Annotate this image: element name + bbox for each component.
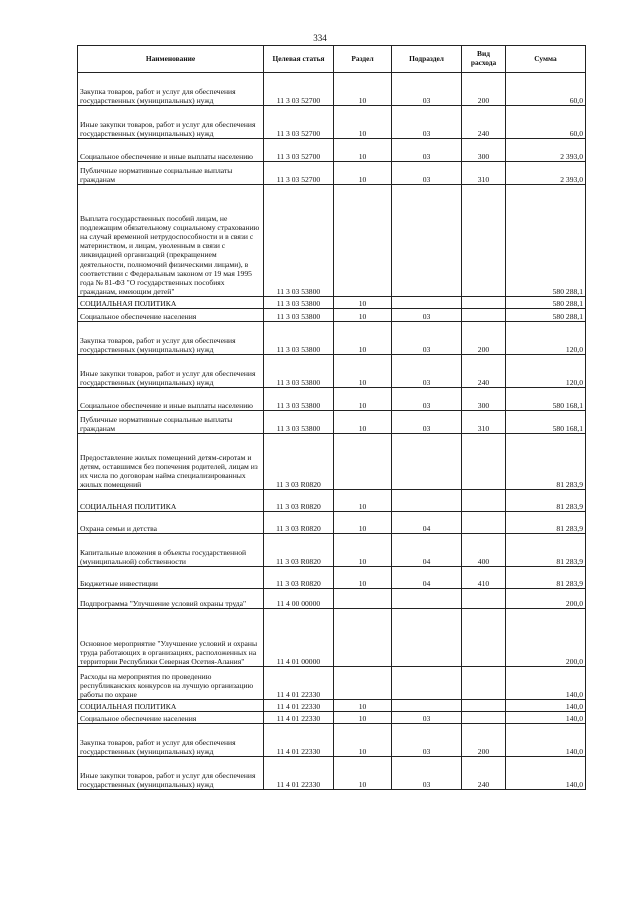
table-row: [78, 609, 586, 667]
cell-name: Публичные нормативные социальные выплаты гражданам: [78, 411, 264, 434]
cell-subsection: [392, 434, 462, 490]
table-row: [78, 512, 586, 534]
cell-expense-type: 240: [462, 757, 506, 790]
table-row: [78, 388, 586, 411]
cell-sum: 2 393,0: [506, 162, 586, 185]
cell-sum: 140,0: [506, 724, 586, 757]
cell-sum: 140,0: [506, 667, 586, 700]
cell-subsection: [392, 490, 462, 512]
cell-section: 10: [334, 724, 392, 757]
header-section: Раздел: [334, 46, 392, 73]
cell-subsection: 04: [392, 512, 462, 534]
cell-expense-type: 310: [462, 162, 506, 185]
cell-subsection: 04: [392, 567, 462, 589]
cell-sum: 580 288,1: [506, 297, 586, 309]
cell-target-article: 11 3 03 52700: [264, 106, 334, 139]
cell-sum: 580 288,1: [506, 309, 586, 322]
cell-expense-type: [462, 297, 506, 309]
cell-target-article: 11 3 03 53800: [264, 388, 334, 411]
cell-name: Иные закупки товаров, работ и услуг для обеспечения государственных (муниципальных) нужд: [78, 106, 264, 139]
cell-name: Охрана семьи и детства: [78, 512, 264, 534]
cell-section: 10: [334, 297, 392, 309]
table-row: [78, 567, 586, 589]
cell-expense-type: 300: [462, 139, 506, 162]
cell-name: Публичные нормативные социальные выплаты гражданам: [78, 162, 264, 185]
cell-expense-type: 240: [462, 355, 506, 388]
cell-expense-type: 240: [462, 106, 506, 139]
cell-expense-type: 310: [462, 411, 506, 434]
cell-sum: 580 168,1: [506, 388, 586, 411]
cell-expense-type: [462, 667, 506, 700]
cell-sum: 200,0: [506, 609, 586, 667]
cell-section: 10: [334, 322, 392, 355]
cell-subsection: [392, 667, 462, 700]
table-row: [78, 757, 586, 790]
cell-target-article: 11 3 03 52700: [264, 139, 334, 162]
cell-target-article: 11 3 03 R0820: [264, 512, 334, 534]
table-row: [78, 667, 586, 700]
header-expense-type: Вид расхода: [462, 46, 506, 73]
cell-target-article: 11 3 03 R0820: [264, 490, 334, 512]
header-name: Наименование: [78, 46, 264, 73]
cell-section: 10: [334, 162, 392, 185]
cell-name: Закупка товаров, работ и услуг для обеспечения государственных (муниципальных) нужд: [78, 322, 264, 355]
cell-target-article: 11 4 01 22330: [264, 712, 334, 724]
budget-table: [77, 45, 586, 790]
cell-section: 10: [334, 139, 392, 162]
cell-subsection: 03: [392, 73, 462, 106]
table-row: [78, 724, 586, 757]
cell-target-article: 11 3 03 53800: [264, 322, 334, 355]
table-header-row: [78, 46, 586, 73]
cell-subsection: 03: [392, 106, 462, 139]
table-row: [78, 712, 586, 724]
cell-name: Капитальные вложения в объекты государственной (муниципальной) собственности: [78, 534, 264, 567]
cell-target-article: 11 3 03 53800: [264, 185, 334, 297]
cell-name: СОЦИАЛЬНАЯ ПОЛИТИКА: [78, 490, 264, 512]
cell-section: 10: [334, 73, 392, 106]
cell-sum: 140,0: [506, 700, 586, 712]
cell-name: Социальное обеспечение населения: [78, 712, 264, 724]
header-sum: Сумма: [506, 46, 586, 73]
cell-subsection: 03: [392, 309, 462, 322]
cell-subsection: [392, 700, 462, 712]
cell-sum: 580 288,1: [506, 185, 586, 297]
cell-name: Социальное обеспечение и иные выплаты населению: [78, 388, 264, 411]
cell-sum: 81 283,9: [506, 567, 586, 589]
cell-target-article: 11 4 01 22330: [264, 667, 334, 700]
cell-section: 10: [334, 411, 392, 434]
cell-sum: 140,0: [506, 712, 586, 724]
cell-target-article: 11 4 01 22330: [264, 724, 334, 757]
cell-section: [334, 589, 392, 609]
page-number: 334: [313, 33, 327, 43]
cell-sum: 120,0: [506, 322, 586, 355]
cell-target-article: 11 3 03 R0820: [264, 534, 334, 567]
cell-name: Выплата государственных пособий лицам, не подлежащим обязательному социальному страхованию на случай временной нетрудоспособности и в связи с материнством, и лицам, уволенным в связи с ликвидацией организаций (прекращением деятельности, полномочий физическими лицами), в соответствии с Федеральным законом от 19 мая 1995 года № 81-ФЗ "О государственных пособиях гражданам, имеющим детей": [78, 185, 264, 297]
cell-target-article: 11 3 03 53800: [264, 297, 334, 309]
cell-expense-type: 410: [462, 567, 506, 589]
table-row: [78, 589, 586, 609]
header-subsection: Подраздел: [392, 46, 462, 73]
cell-expense-type: 300: [462, 388, 506, 411]
table-row: [78, 297, 586, 309]
cell-section: 10: [334, 534, 392, 567]
cell-expense-type: 200: [462, 73, 506, 106]
cell-name: СОЦИАЛЬНАЯ ПОЛИТИКА: [78, 700, 264, 712]
table-row: [78, 106, 586, 139]
table-row: [78, 700, 586, 712]
cell-section: 10: [334, 567, 392, 589]
cell-sum: 60,0: [506, 73, 586, 106]
cell-subsection: [392, 589, 462, 609]
cell-name: СОЦИАЛЬНАЯ ПОЛИТИКА: [78, 297, 264, 309]
cell-expense-type: 200: [462, 322, 506, 355]
cell-sum: 60,0: [506, 106, 586, 139]
cell-section: 10: [334, 757, 392, 790]
cell-expense-type: 200: [462, 724, 506, 757]
cell-target-article: 11 3 03 R0820: [264, 567, 334, 589]
cell-target-article: 11 3 03 52700: [264, 162, 334, 185]
cell-target-article: 11 3 03 53800: [264, 355, 334, 388]
cell-expense-type: [462, 700, 506, 712]
cell-subsection: 03: [392, 322, 462, 355]
cell-subsection: 03: [392, 355, 462, 388]
table-row: [78, 139, 586, 162]
cell-expense-type: [462, 712, 506, 724]
cell-expense-type: 400: [462, 534, 506, 567]
cell-section: 10: [334, 490, 392, 512]
cell-subsection: 03: [392, 724, 462, 757]
table-row: [78, 534, 586, 567]
cell-target-article: 11 3 03 R0820: [264, 434, 334, 490]
cell-section: [334, 434, 392, 490]
cell-sum: 140,0: [506, 757, 586, 790]
cell-target-article: 11 4 01 00000: [264, 609, 334, 667]
cell-name: Социальное обеспечение населения: [78, 309, 264, 322]
cell-sum: 81 283,9: [506, 490, 586, 512]
cell-name: Подпрограмма "Улучшение условий охраны труда": [78, 589, 264, 609]
cell-subsection: 04: [392, 534, 462, 567]
table-row: [78, 162, 586, 185]
table-body: [78, 73, 586, 790]
table-row: [78, 73, 586, 106]
cell-section: 10: [334, 700, 392, 712]
cell-name: Закупка товаров, работ и услуг для обеспечения государственных (муниципальных) нужд: [78, 724, 264, 757]
cell-section: [334, 667, 392, 700]
cell-subsection: 03: [392, 411, 462, 434]
cell-sum: 81 283,9: [506, 534, 586, 567]
cell-expense-type: [462, 512, 506, 534]
table-row: [78, 490, 586, 512]
cell-sum: 81 283,9: [506, 512, 586, 534]
cell-subsection: 03: [392, 162, 462, 185]
cell-sum: 81 283,9: [506, 434, 586, 490]
cell-name: Расходы на мероприятия по проведению республиканских конкурсов на лучшую организацию работы по охране: [78, 667, 264, 700]
cell-subsection: [392, 185, 462, 297]
table-row: [78, 185, 586, 297]
cell-subsection: [392, 297, 462, 309]
cell-sum: 580 168,1: [506, 411, 586, 434]
cell-section: [334, 185, 392, 297]
cell-subsection: 03: [392, 757, 462, 790]
cell-sum: 200,0: [506, 589, 586, 609]
cell-expense-type: [462, 490, 506, 512]
cell-target-article: 11 4 01 22330: [264, 757, 334, 790]
cell-section: 10: [334, 309, 392, 322]
cell-name: Бюджетные инвестиции: [78, 567, 264, 589]
cell-section: 10: [334, 388, 392, 411]
cell-name: Социальное обеспечение и иные выплаты населению: [78, 139, 264, 162]
cell-section: 10: [334, 106, 392, 139]
cell-subsection: 03: [392, 712, 462, 724]
header-target-article: Целевая статья: [264, 46, 334, 73]
table-row: [78, 322, 586, 355]
cell-subsection: 03: [392, 139, 462, 162]
cell-name: Закупка товаров, работ и услуг для обеспечения государственных (муниципальных) нужд: [78, 73, 264, 106]
cell-expense-type: [462, 185, 506, 297]
cell-subsection: 03: [392, 388, 462, 411]
cell-expense-type: [462, 434, 506, 490]
cell-target-article: 11 3 03 53800: [264, 411, 334, 434]
table-row: [78, 411, 586, 434]
cell-subsection: [392, 609, 462, 667]
cell-sum: 2 393,0: [506, 139, 586, 162]
cell-section: 10: [334, 712, 392, 724]
cell-section: [334, 609, 392, 667]
cell-name: Предоставление жилых помещений детям-сиротам и детям, оставшимся без попечения родителей, лицам из их числа по договорам найма специализированных жилых помещений: [78, 434, 264, 490]
cell-sum: 120,0: [506, 355, 586, 388]
cell-target-article: 11 4 01 22330: [264, 700, 334, 712]
cell-name: Иные закупки товаров, работ и услуг для обеспечения государственных (муниципальных) нужд: [78, 757, 264, 790]
cell-name: Основное мероприятие "Улучшение условий и охраны труда работающих в организациях, расположенных на территории Республики Северная Осетия-Алания": [78, 609, 264, 667]
cell-target-article: 11 3 03 53800: [264, 309, 334, 322]
table-row: [78, 434, 586, 490]
cell-expense-type: [462, 589, 506, 609]
cell-section: 10: [334, 512, 392, 534]
cell-target-article: 11 3 03 52700: [264, 73, 334, 106]
cell-section: 10: [334, 355, 392, 388]
cell-target-article: 11 4 00 00000: [264, 589, 334, 609]
cell-expense-type: [462, 609, 506, 667]
cell-expense-type: [462, 309, 506, 322]
table-row: [78, 355, 586, 388]
table-row: [78, 309, 586, 322]
cell-name: Иные закупки товаров, работ и услуг для обеспечения государственных (муниципальных) нужд: [78, 355, 264, 388]
